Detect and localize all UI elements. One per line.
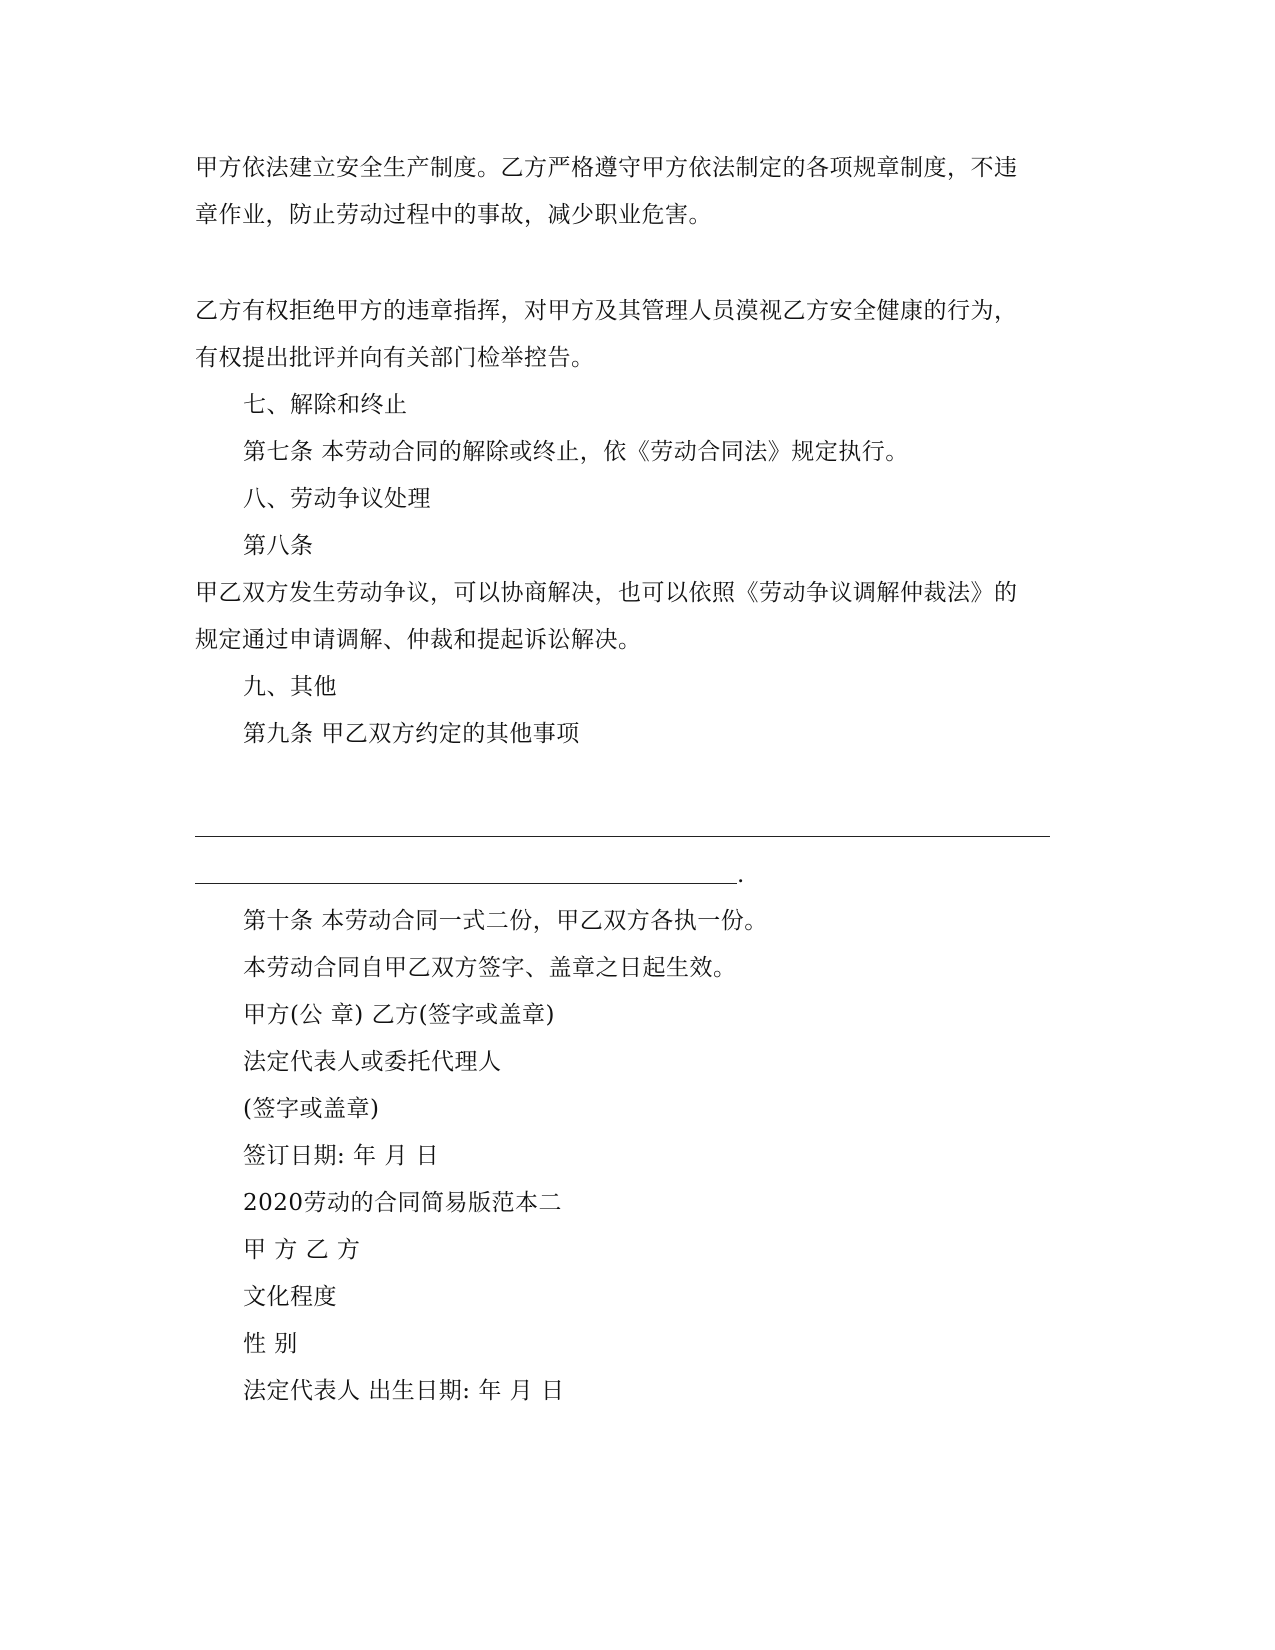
blank-fill-line-2 (195, 883, 737, 884)
gender-field: 性 别 (243, 1331, 298, 1357)
safety-paragraph-line-1: 甲方依法建立安全生产制度。乙方严格遵守甲方依法制定的各项规章制度，不违 (195, 155, 1018, 181)
rights-paragraph-line-2: 有权提出批评并向有关部门检举控告。 (195, 345, 595, 371)
article-8-label: 第八条 (243, 533, 314, 559)
effective-clause: 本劳动合同自甲乙双方签字、盖章之日起生效。 (243, 955, 737, 981)
article-7: 第七条 本劳动合同的解除或终止，依《劳动合同法》规定执行。 (243, 439, 909, 465)
template-2-title: 2020劳动的合同简易版范本二 (243, 1190, 563, 1216)
article-8-body-line-2: 规定通过申请调解、仲裁和提起诉讼解决。 (195, 627, 642, 653)
article-8-body-line-1: 甲乙双方发生劳动争议，可以协商解决，也可以依照《劳动争议调解仲裁法》的 (195, 580, 1018, 606)
section-9-heading: 九、其他 (243, 674, 337, 700)
section-7-heading: 七、解除和终止 (243, 392, 408, 418)
sign-date-line: 签订日期: 年 月 日 (243, 1143, 440, 1169)
rights-paragraph-line-1: 乙方有权拒绝甲方的违章指挥，对甲方及其管理人员漠视乙方安全健康的行为， (195, 298, 1018, 324)
safety-paragraph-line-2: 章作业，防止劳动过程中的事故，减少职业危害。 (195, 202, 712, 228)
parties-header: 甲 方 乙 方 (243, 1237, 361, 1263)
education-field: 文化程度 (243, 1284, 337, 1310)
sign-or-seal-line: (签字或盖章) (243, 1096, 380, 1122)
blank-fill-line-end: . (737, 862, 745, 888)
article-10: 第十条 本劳动合同一式二份，甲乙双方各执一份。 (243, 908, 768, 934)
blank-fill-line-1 (195, 836, 1050, 837)
article-9: 第九条 甲乙双方约定的其他事项 (243, 721, 580, 747)
legal-rep-birth-field: 法定代表人 出生日期: 年 月 日 (243, 1378, 565, 1404)
legal-rep-line: 法定代表人或委托代理人 (243, 1049, 502, 1075)
section-8-heading: 八、劳动争议处理 (243, 486, 431, 512)
party-seal-line: 甲方(公 章) 乙方(签字或盖章) (243, 1002, 556, 1028)
